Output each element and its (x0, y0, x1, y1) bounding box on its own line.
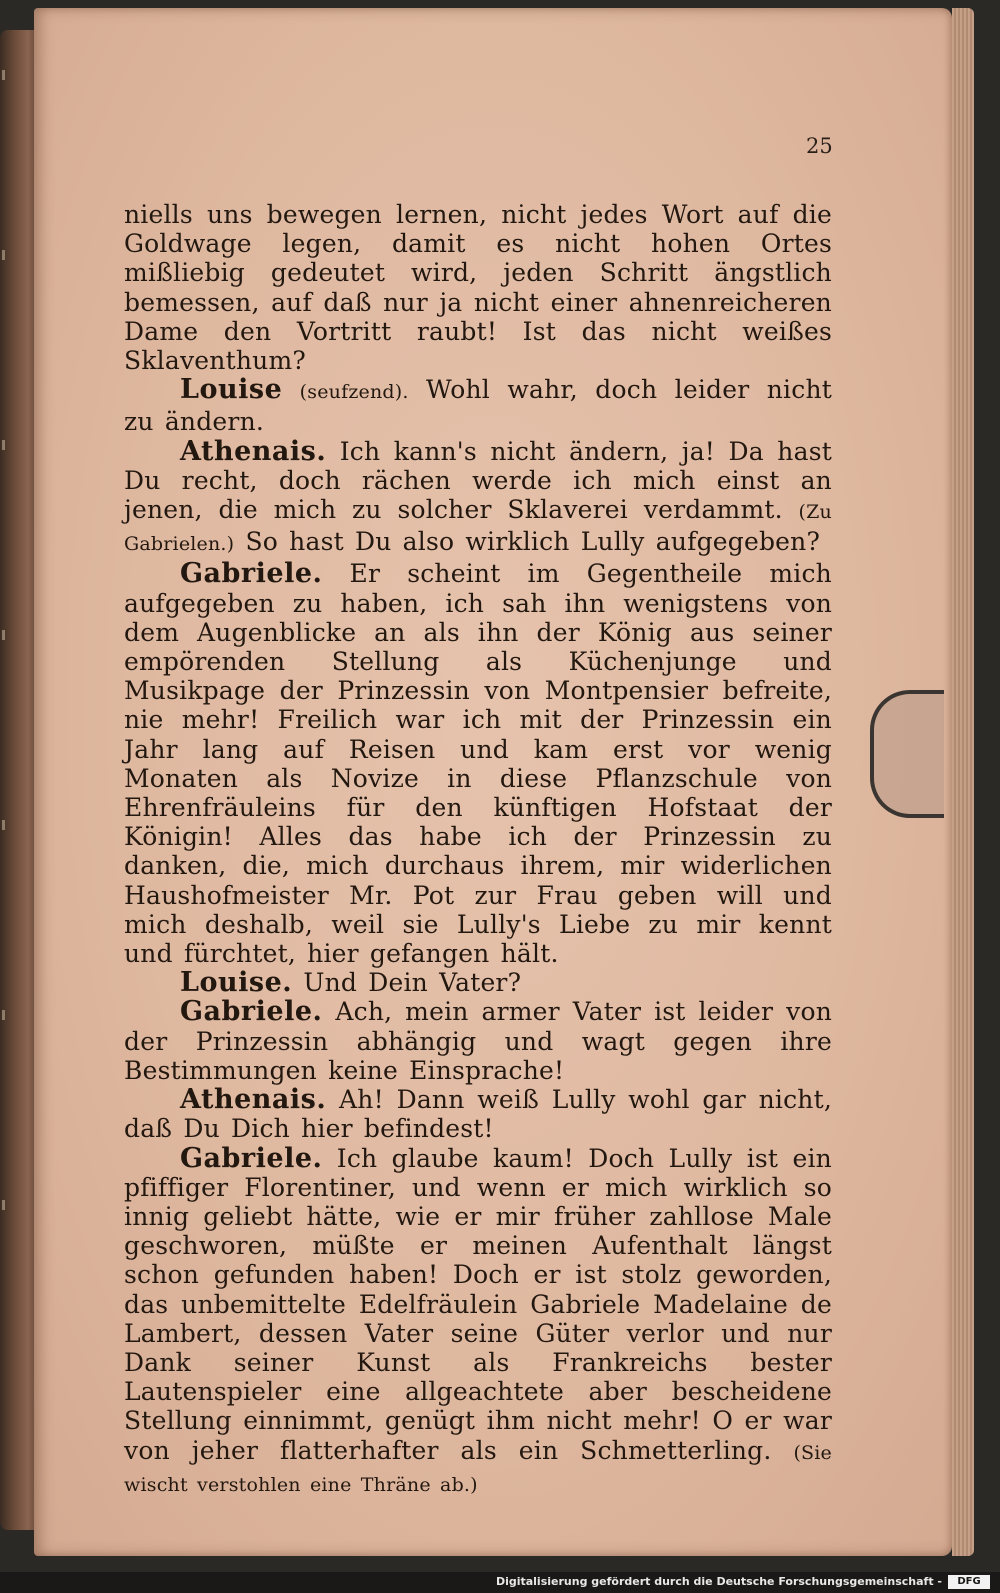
page-stack-edge (952, 8, 974, 1556)
speaker-name: Louise (180, 374, 283, 406)
text-block (124, 200, 832, 1500)
stage-direction: (seufzend). (299, 381, 409, 404)
speaker-name: Louise. (180, 967, 293, 999)
edge-mark (2, 70, 5, 80)
paragraph-text: Ach, mein armer Vater ist leider von der Prinzessin abhängig und wagt gegen ihre Bestimmungen keine Einsprache! (124, 997, 832, 1085)
paragraph-text: Er scheint im Gegentheile mich aufgegeben zu haben, ich sah ihn wenigstens von dem Augenblicke an als ihn der König aus seiner empörenden Stellung als Küchenjunge und Musikpage der Prinzessin von Montpensier befreite, nie mehr! Freilich war ich mit der Prinzessin ein Jahr lang auf Reisen und kam erst vor wenig Monaten als Novize in diese Pflanzschule von Ehrenfräuleins für den künftigen Hofstaat der Königin! Alles das habe ich der Prinzessin zu danken, die, mich durchaus ihrem, mir widerlichen Haushofmeister Mr. Pot zur Frau geben will und mich deshalb, weil sie Lully's Liebe zu mir kennt und fürchtet, hier gefangen hält. (124, 559, 832, 969)
edge-mark (2, 630, 5, 640)
paragraph-text: Ich glaube kaum! Doch Lully ist ein pfiffiger Florentiner, und wenn er mich wirklich so innig geliebt hätte, wie er mir früher zahllose Male geschworen, müßte er meinen Aufenthalt längst schon gefunden haben! Doch er ist stolz geworden, das unbemittelte Edelfräulein Gabriele Madelaine de Lambert, dessen Vater seine Güter verlor und nur Dank seiner Kunst als Frankreichs bester Lautenspieler eine allgeachtete aber bescheidene Stellung einnimmt, genügt ihm nicht mehr! O er war von jeher flatterhafter als ein Schmetterling. (124, 1143, 832, 1465)
paragraph-louise (124, 968, 832, 997)
paragraph-text: niells uns bewegen lernen, nicht jedes Wort auf die Goldwage legen, damit es nicht hohen Ortes mißliebig gedeutet wird, jeden Schritt ängstlich bemessen, auf daß nur ja nicht einer ahnenreicheren Dame den Vortritt raubt! Ist das nicht weißes Sklaventhum? (124, 200, 832, 376)
paragraph-text-continued: So hast Du also wirklich Lully aufgegeben? (245, 527, 821, 557)
stage-direction: (Sie wischt verstohlen eine Thräne ab.) (124, 1441, 832, 1496)
speaker-name: Gabriele. (180, 1142, 323, 1174)
paragraph-text: Ah! Dann weiß Lully wohl gar nicht, daß Du Dich hier befindest! (124, 1085, 832, 1144)
edge-mark (2, 250, 5, 260)
speaker-name: Gabriele. (180, 558, 323, 590)
speaker-name: Athenais. (180, 1084, 327, 1116)
funding-credit: Digitalisierung gefördert durch die Deutsche Forschungsgemeinschaft - (495, 1575, 942, 1588)
paragraph-athenais (124, 1085, 832, 1143)
paragraph-text: Ich kann's nicht ändern, ja! Da hast Du recht, doch rächen werde ich mich einst an jenen, die mich zu solcher Sklaverei verdammt. (124, 436, 832, 525)
speaker-name: Gabriele. (180, 996, 323, 1028)
edge-mark (2, 1010, 5, 1020)
paragraph-athenais (124, 437, 832, 560)
dfg-logo: DFG (948, 1575, 990, 1589)
paragraph-continuation (124, 200, 832, 375)
paragraph-gabriele (124, 997, 832, 1085)
digitization-footer (0, 1572, 1000, 1593)
speaker-name: Athenais. (180, 435, 327, 467)
page-number: 25 (806, 134, 833, 158)
edge-mark (2, 440, 5, 450)
page-clip (870, 690, 944, 818)
paragraph-text: Und Dein Vater? (303, 968, 522, 998)
edge-mark (2, 1200, 5, 1210)
paragraph-text: Wohl wahr, doch leider nicht zu ändern. (124, 375, 832, 437)
edge-mark (2, 820, 5, 830)
paragraph-louise (124, 375, 832, 436)
stage-direction: (Zu Gabrielen.) (124, 501, 832, 556)
paragraph-gabriele (124, 1144, 832, 1500)
paragraph-gabriele (124, 559, 832, 968)
